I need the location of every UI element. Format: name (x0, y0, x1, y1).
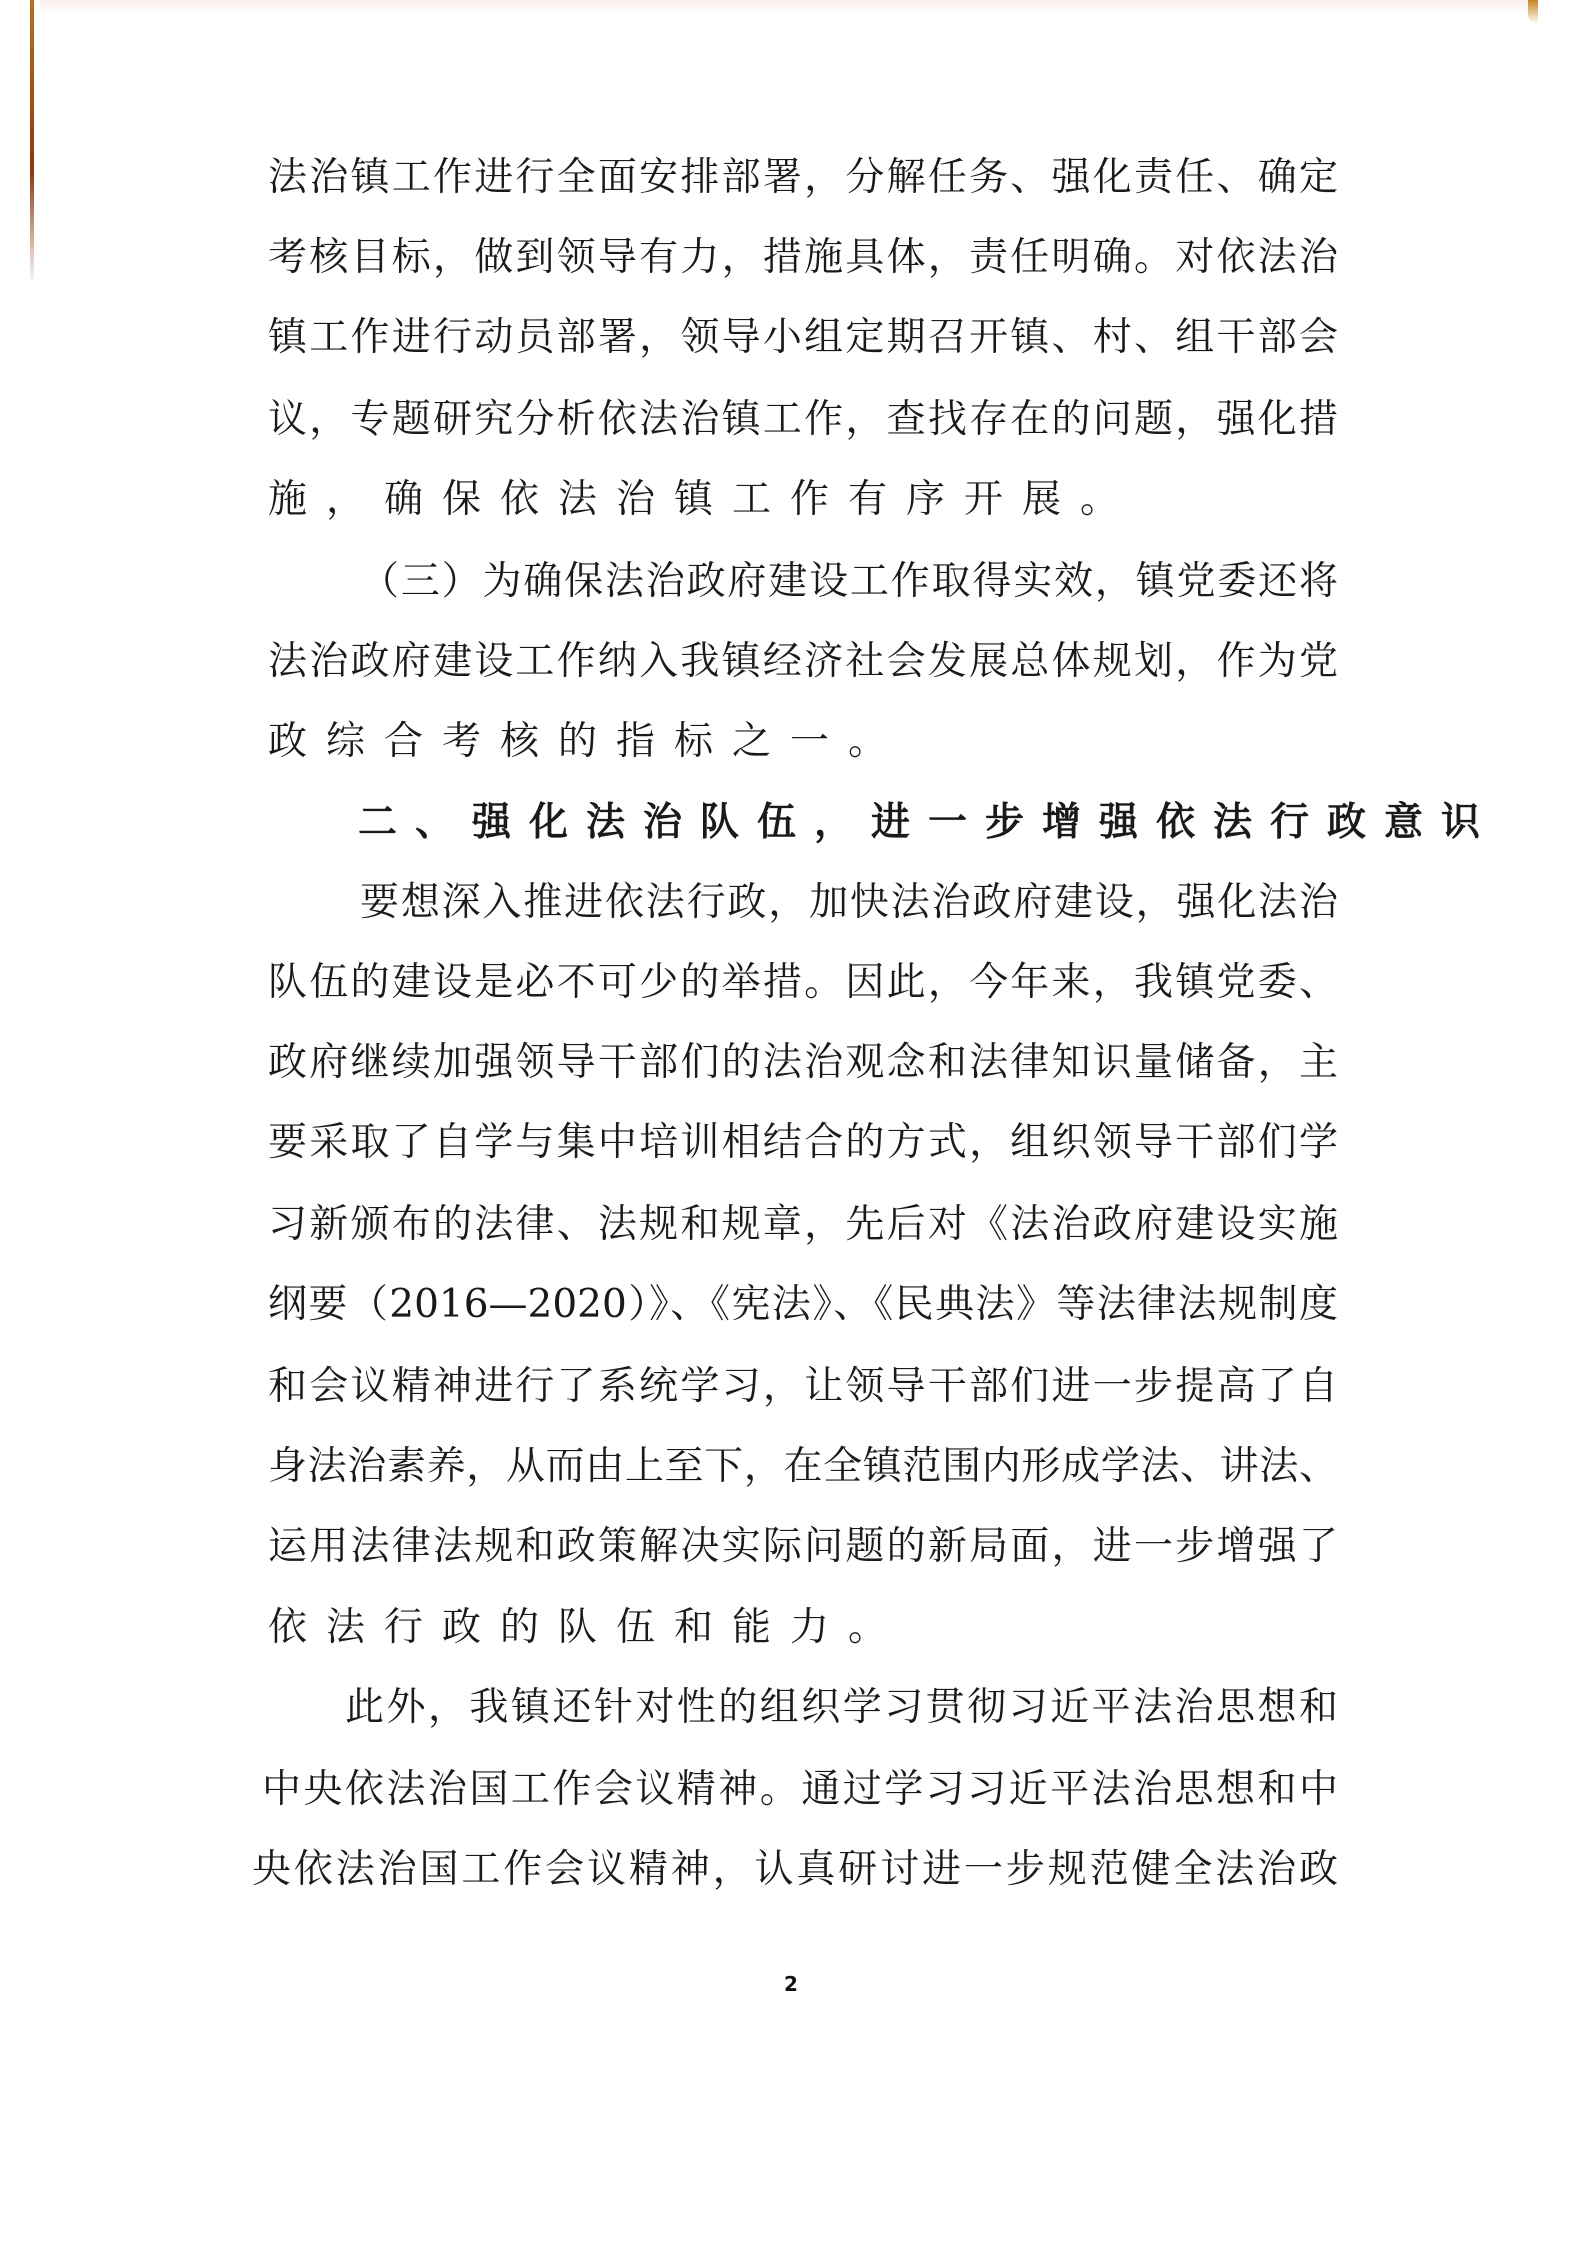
paragraph-line: 习新颁布的法律、法规和规章，先后对《法治政府建设实施 (268, 1202, 1338, 1247)
paragraph-line: 依法行政的队伍和能力。 (268, 1605, 907, 1650)
paragraph-line: 身法治素养，从而由上至下，在全镇范围内形成学法、讲法、 (268, 1444, 1338, 1489)
paragraph-line: 镇工作进行动员部署，领导小组定期召开镇、村、组干部会 (268, 315, 1338, 360)
paragraph-line: 要想深入推进依法行政，加快法治政府建设，强化法治 (360, 880, 1338, 925)
paragraph-line: 运用法律法规和政策解决实际问题的新局面，进一步增强了 (268, 1524, 1338, 1569)
paragraph-line: 法治镇工作进行全面安排部署，分解任务、强化责任、确定 (268, 155, 1338, 200)
paragraph-line: 考核目标，做到领导有力，措施具体，责任明确。对依法治 (268, 235, 1338, 280)
paragraph-line: 政府继续加强领导干部们的法治观念和法律知识量储备，主 (268, 1040, 1338, 1085)
paragraph-line: 和会议精神进行了系统学习，让领导干部们进一步提高了自 (268, 1364, 1338, 1409)
paragraph-line: 政综合考核的指标之一。 (268, 719, 907, 764)
paragraph-line: 议，专题研究分析依法治镇工作，查找存在的问题，强化措 (268, 397, 1338, 442)
paragraph-line: 法治政府建设工作纳入我镇经济社会发展总体规划，作为党 (268, 639, 1338, 684)
section-heading: 二、强化法治队伍，进一步增强依法行政意识 (358, 799, 1499, 845)
page-number: 2 (784, 1972, 798, 1996)
paragraph-line: 此外，我镇还针对性的组织学习贯彻习近平法治思想和 (345, 1685, 1338, 1730)
paragraph-line: 要采取了自学与集中培训相结合的方式，组织领导干部们学 (268, 1120, 1338, 1165)
paragraph-line: 中央依法治国工作会议精神。通过学习习近平法治思想和中 (262, 1767, 1338, 1812)
paragraph-line: 纲要（2016—2020）》、《宪法》、《民典法》等法律法规制度 (268, 1282, 1338, 1327)
paragraph-line: （三）为确保法治政府建设工作取得实效，镇党委还将 (360, 559, 1338, 604)
paragraph-line: 施，确保依法治镇工作有序开展。 (268, 477, 1139, 522)
paragraph-line: 央依法治国工作会议精神，认真研讨进一步规范健全法治政 (252, 1847, 1338, 1892)
paragraph-line: 队伍的建设是必不可少的举措。因此，今年来，我镇党委、 (268, 960, 1338, 1005)
